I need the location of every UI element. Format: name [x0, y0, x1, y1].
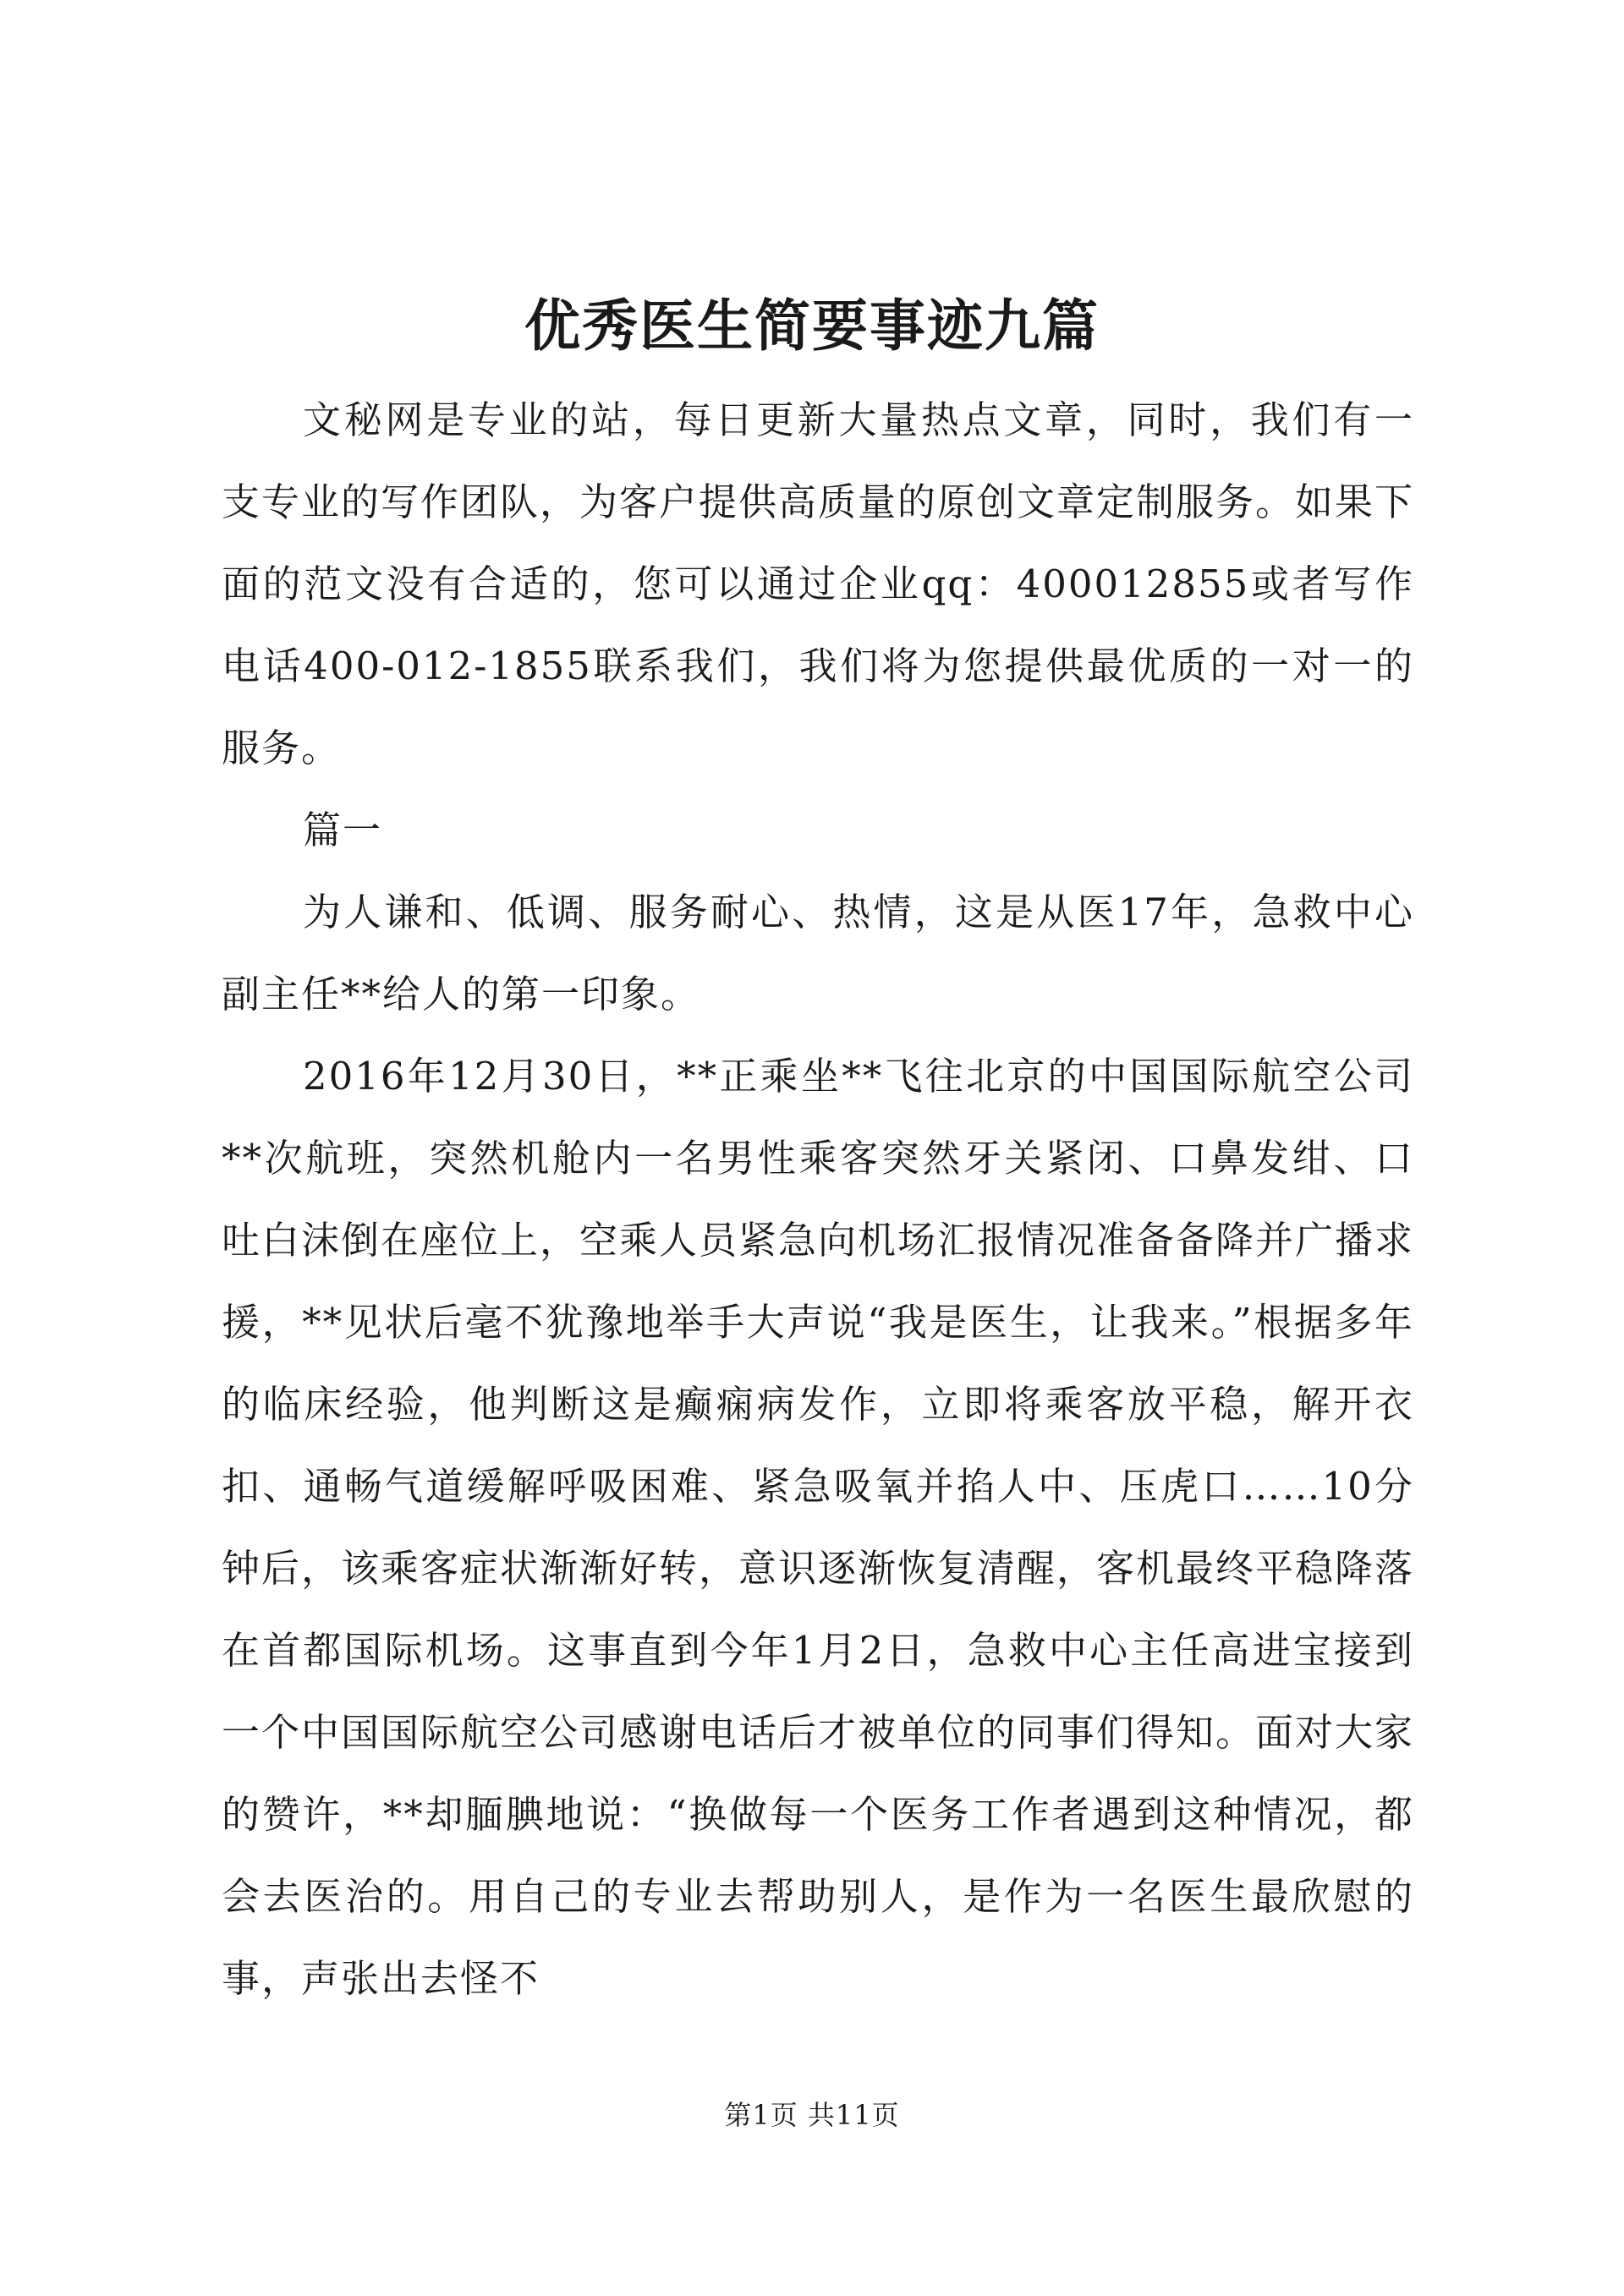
body-paragraph: 为人谦和、低调、服务耐心、热情，这是从医17年，急救中心副主任**给人的第一印象。	[222, 890, 1414, 1016]
section-heading: 篇一	[303, 808, 383, 852]
body-paragraph: 2016年12月30日，**正乘坐**飞往北京的中国国际航空公司**次航班，突然机舱内一名男性乘客突然牙关紧闭、口鼻发绀、口吐白沫倒在座位上，空乘人员紧急向机场汇报情况准备备降并广播求援，**见状后毫不犹豫地举手大声说“我是医生，让我来。”根据多年的临床经验，他判断这是癫痫病发作，立即将乘客放平稳，解开衣扣、通畅气道缓解呼吸困难、紧急吸氧并掐人中、压虎口……10分钟后，该乘客症状渐渐好转，意识逐渐恢复清醒，客机最终平稳降落在首都国际机场。这事直到今年1月2日，急救中心主任高进宝接到一个中国国际航空公司感谢电话后才被单位的同事们得知。面对大家的赞许，**却腼腆地说：“换做每一个医务工作者遇到这种情况，都会去医治的。用自己的专业去帮助别人，是作为一名医生最欣慰的事，声张出去怪不	[222, 1054, 1415, 2001]
document-title: 优秀医生简要事迹九篇	[524, 293, 1100, 359]
intro-paragraph: 文秘网是专业的站，每日更新大量热点文章，同时，我们有一支专业的写作团队，为客户提供高质量的原创文章定制服务。如果下面的范文没有合适的，您可以通过企业qq：400012855或者写作电话400-012-1855联系我们，我们将为您提供最优质的一对一的服务。	[222, 397, 1415, 770]
document-body	[222, 379, 1414, 2019]
page-footer: 第1页 共11页	[724, 2099, 900, 2131]
